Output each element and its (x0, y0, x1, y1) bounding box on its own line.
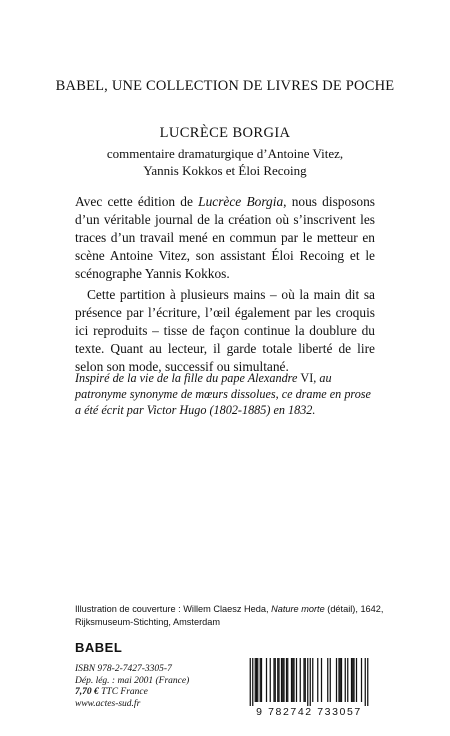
blurb-p1-before: Avec cette édition de (75, 194, 199, 209)
website: www.actes-sud.fr (75, 698, 141, 709)
publisher-logo: BABEL (75, 640, 123, 655)
barcode-bar (291, 658, 292, 702)
barcode-bar (321, 658, 322, 702)
barcode-bar (327, 658, 328, 702)
barcode-bar (277, 658, 278, 702)
barcode-bar (330, 658, 331, 702)
credit-line-2: Rijksmuseum-Stichting, Amsterdam (75, 617, 220, 627)
blurb-paragraph-2: Cette partition à plusieurs mains – où la main dit sa présence par l’écriture, l’œil également par les croquis ici reproduits – tisse de façon continue la doublure du texte. Quant au lecteur, il garde totale liberté de lire selon son mode, successif ou simultané. (75, 287, 375, 374)
barcode-bar (361, 658, 362, 702)
barcode-bar (270, 658, 271, 702)
barcode-bar (341, 658, 342, 702)
inspiration-note (75, 370, 375, 418)
barcode-bar (252, 658, 253, 706)
legal-deposit: Dép. lég. : mai 2001 (France) (75, 675, 190, 686)
barcode-bar (317, 658, 318, 702)
inspire-part-1: Inspiré de la vie de la fille du pape Alexandre (75, 371, 298, 385)
barcode-bar (307, 658, 308, 706)
inspire-numeral: VI (300, 371, 314, 385)
price-suffix: TTC France (98, 687, 148, 697)
blurb-p1-after: , nous disposons d’un véritable journal de la création où s’inscrivent les traces d’un travail mené en commun par le metteur en scène Antoine Vitez, son assistant Éloi Recoing et le scénographe Yannis Kokkos. (75, 194, 376, 281)
barcode-bar (256, 658, 257, 702)
inspire-part-2: , au patronyme synonyme de mœurs dissolues, ce drame en prose a été écrit par Victor Hugo (1802-1885) en 1832. (75, 371, 371, 417)
credit-work: Nature morte (271, 604, 325, 614)
barcode-digits: 9 782742 733057 (256, 706, 362, 718)
barcode-bar (257, 658, 258, 702)
subtitle-line-1: commentaire dramaturgique d’Antoine Vitez, (106, 146, 344, 161)
book-title: LUCRÈCE BORGIA (159, 125, 291, 141)
series-name: BABEL, UNE COLLECTION DE LIVRES DE POCHE (55, 78, 395, 94)
credit-line-1 (75, 603, 385, 616)
barcode-bar (261, 658, 262, 702)
barcode-bar (356, 658, 357, 702)
barcode-bar (292, 658, 293, 702)
barcode-bar (352, 658, 353, 702)
blurb-p1-title: Lucrèce Borgia (198, 194, 284, 209)
barcode-bar (351, 658, 352, 702)
barcode-bar (347, 658, 348, 702)
barcode-bar (340, 658, 341, 702)
barcode-bar (286, 658, 287, 702)
barcode-bar (260, 658, 261, 702)
blurb-paragraph-1 (75, 193, 375, 283)
barcode-bar (278, 658, 279, 702)
barcode-bar (300, 658, 301, 702)
barcode-bar (273, 658, 274, 702)
publication-info (75, 664, 225, 710)
price (75, 687, 225, 699)
barcode-bar (283, 658, 284, 702)
barcode-bar (345, 658, 346, 702)
barcode-bar (282, 658, 283, 702)
barcode-bar (303, 658, 304, 702)
barcode-bar (365, 658, 366, 706)
barcode-bar (255, 658, 256, 702)
barcode-bar (310, 658, 311, 706)
barcode-bar (281, 658, 282, 702)
isbn: ISBN 978-2-7427-3305-7 (75, 664, 172, 674)
barcode-bar (293, 658, 294, 702)
barcode-bar (275, 658, 276, 702)
barcode-bar (296, 658, 297, 702)
subtitle-line-2: Yannis Kokkos et Éloi Recoing (143, 163, 307, 178)
barcode (245, 658, 373, 718)
barcode-bar (312, 658, 313, 702)
barcode-bar (266, 658, 267, 702)
barcode-bar (250, 658, 251, 706)
price-value: 7,70 € (75, 687, 99, 697)
barcode-bar (287, 658, 288, 702)
barcode-bars (245, 658, 373, 706)
barcode-bar (367, 658, 368, 706)
credit-suffix: (détail), 1642, (324, 604, 384, 614)
cover-credit (75, 603, 385, 629)
barcode-bar (338, 658, 339, 702)
barcode-bar (305, 658, 306, 702)
barcode-bar (353, 658, 354, 702)
book-subtitle (60, 145, 390, 179)
blurb (75, 193, 375, 376)
barcode-bar (336, 658, 337, 702)
credit-prefix: Illustration de couverture : Willem Claesz Heda, (75, 604, 272, 614)
